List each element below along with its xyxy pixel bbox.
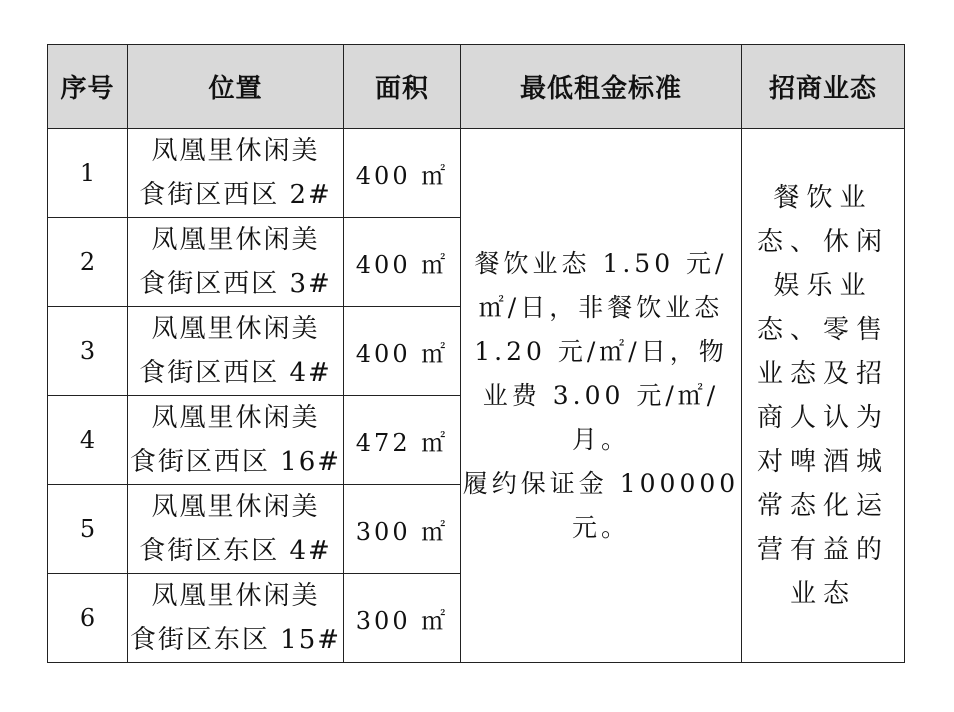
row-location — [128, 396, 344, 485]
row-location — [128, 307, 344, 396]
deposit-text: 履约保证金 100000 元。 — [462, 468, 740, 542]
header-area: 面积 — [344, 45, 461, 129]
location-line-1: 凤凰里休闲美 — [151, 403, 320, 433]
row-area: 400 ㎡ — [344, 307, 461, 396]
table-row — [48, 129, 905, 218]
row-area: 472 ㎡ — [344, 396, 461, 485]
location-line-1: 凤凰里休闲美 — [151, 314, 320, 344]
row-location — [128, 218, 344, 307]
location-line-1: 凤凰里休闲美 — [151, 225, 320, 255]
minimum-rent-standard — [461, 129, 742, 663]
row-number: 3 — [48, 307, 128, 396]
location-line-1: 凤凰里休闲美 — [151, 581, 320, 611]
row-location — [128, 574, 344, 663]
row-number: 4 — [48, 396, 128, 485]
location-line-2: 食街区西区 3# — [139, 269, 332, 299]
row-location — [128, 485, 344, 574]
location-line-2: 食街区东区 15# — [129, 625, 342, 655]
row-number: 6 — [48, 574, 128, 663]
location-line-2: 食街区东区 4# — [139, 536, 332, 566]
location-line-2: 食街区西区 4# — [139, 358, 332, 388]
header-row — [48, 45, 905, 129]
header-serial-number: 序号 — [48, 45, 128, 129]
header-business-type: 招商业态 — [742, 45, 905, 129]
row-number: 5 — [48, 485, 128, 574]
location-line-1: 凤凰里休闲美 — [151, 492, 320, 522]
row-number: 2 — [48, 218, 128, 307]
header-location: 位置 — [128, 45, 344, 129]
location-line-2: 食街区西区 16# — [129, 447, 342, 477]
header-minimum-rent: 最低租金标准 — [461, 45, 742, 129]
location-line-2: 食街区西区 2# — [139, 180, 332, 210]
row-area: 300 ㎡ — [344, 574, 461, 663]
row-area: 300 ㎡ — [344, 485, 461, 574]
row-location — [128, 129, 344, 218]
business-types: 餐饮业态、休闲娱乐业态、零售业态及招商人认为对啤酒城常态化运营有益的业态 — [742, 129, 905, 663]
rent-rates-text: 餐饮业态 1.50 元/㎡/日，非餐饮业态 1.20 元/㎡/日，物业费 3.00 元/㎡/月。 — [474, 248, 728, 454]
location-line-1: 凤凰里休闲美 — [151, 136, 320, 166]
row-number: 1 — [48, 129, 128, 218]
row-area: 400 ㎡ — [344, 218, 461, 307]
leasing-table — [47, 44, 905, 663]
row-area: 400 ㎡ — [344, 129, 461, 218]
